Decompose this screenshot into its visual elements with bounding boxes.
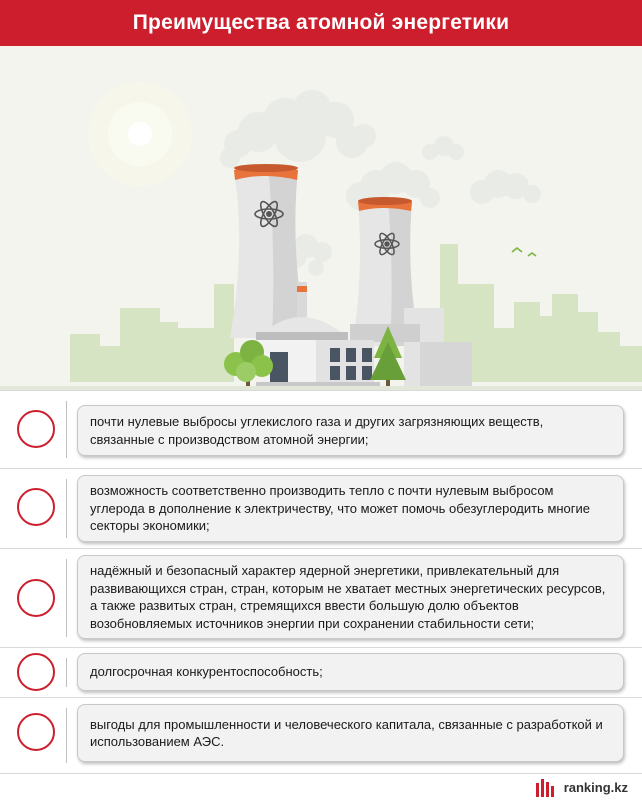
cooling-tower-large bbox=[230, 164, 306, 338]
list-item bbox=[0, 697, 642, 774]
header-banner bbox=[0, 0, 642, 46]
list-item bbox=[0, 390, 642, 468]
birds bbox=[512, 248, 536, 256]
advantage-card bbox=[77, 704, 624, 762]
footer-logo bbox=[535, 777, 628, 797]
list-item bbox=[0, 468, 642, 548]
ranking-logo-icon bbox=[535, 777, 559, 797]
divider-line bbox=[66, 658, 67, 687]
advantage-text: почти нулевые выбросы углекислого газа и других загрязняющих веществ, связанные с производством атомной энергии; bbox=[90, 414, 544, 447]
advantages-list bbox=[0, 390, 642, 774]
bullet-circle-icon bbox=[17, 488, 55, 526]
advantage-text: долгосрочная конкурентоспособность; bbox=[90, 664, 323, 680]
bullet-circle-icon bbox=[17, 410, 55, 448]
divider-line bbox=[66, 559, 67, 637]
advantage-card bbox=[77, 653, 624, 691]
divider-line bbox=[66, 479, 67, 538]
bullet-circle-icon bbox=[17, 653, 55, 691]
list-item bbox=[0, 548, 642, 647]
bullet-circle-icon bbox=[17, 713, 55, 751]
divider-line bbox=[66, 401, 67, 458]
bullet-circle-icon bbox=[17, 579, 55, 617]
divider-line bbox=[66, 708, 67, 763]
advantage-text: возможность соответственно производить тепло с почти нулевым выбросом углерода в дополнение к электричеству, что может помочь обезуглеродить многие секторы экономики; bbox=[90, 483, 591, 534]
brand-name: ranking.kz bbox=[563, 779, 628, 795]
nuclear-plant-illustration bbox=[0, 46, 642, 390]
list-item bbox=[0, 647, 642, 697]
page-title: Преимущества атомной энергетики bbox=[132, 11, 510, 34]
advantage-card bbox=[77, 555, 624, 639]
advantage-text: выгоды для промышленности и человеческого капитала, связанные с разработкой и использованием АЭС. bbox=[90, 716, 603, 749]
advantage-card bbox=[77, 405, 624, 456]
advantage-card bbox=[77, 475, 624, 542]
advantage-text: надёжный и безопасный характер ядерной энергетики, привлекательный для развивающихся стран, стран, которым не хватает местных энергетических ресурсов, а также развитых стран, стремящихся ввести большую долю объектов возобновляемых источников энергии при сохранении стабильности сети; bbox=[90, 563, 606, 631]
